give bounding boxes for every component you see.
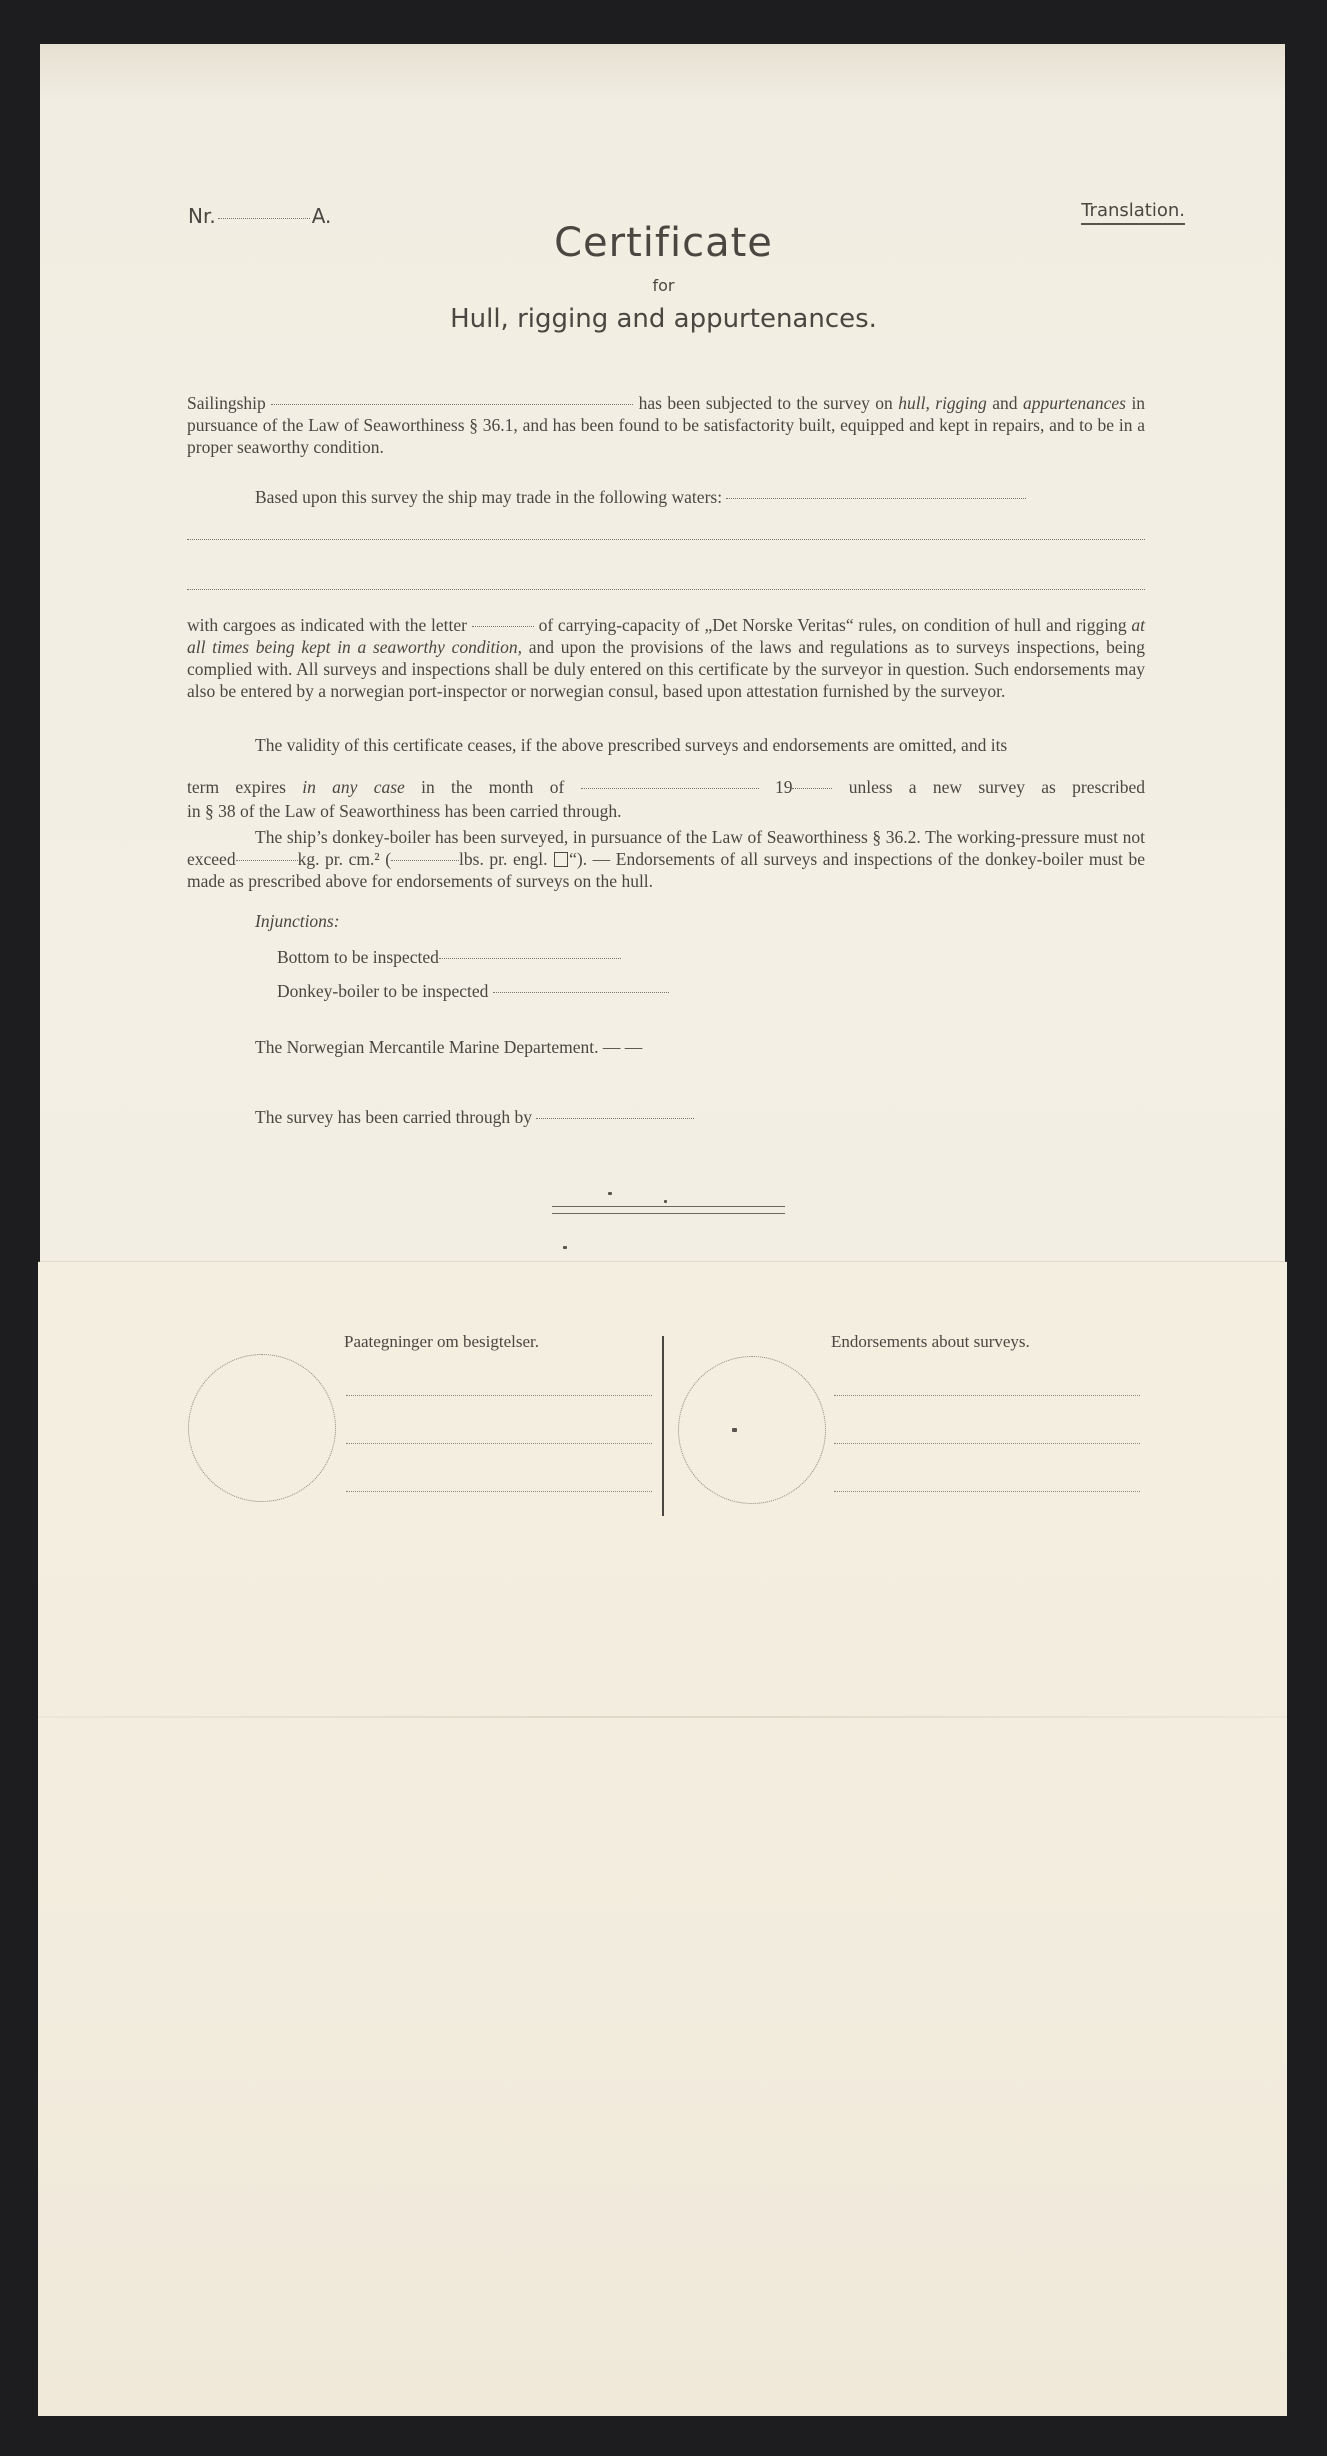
left-endorsement-line-1 <box>346 1394 652 1396</box>
term-expires-text: term expires <box>187 777 286 797</box>
right-endorsement-line-2 <box>834 1442 1140 1444</box>
ship-name-blank <box>271 403 633 405</box>
injunctions-label: Injunctions: <box>255 911 340 931</box>
endorsements-text: “). — Endorsements of all surveys <box>569 849 818 869</box>
waters-blank-line-1 <box>187 538 1145 540</box>
lbs-blank <box>391 859 459 861</box>
signature-rule <box>552 1206 785 1214</box>
lbs-unit-text: lbs. pr. engl. <box>459 849 548 869</box>
validity-text: The validity of this certificate ceases, if the above prescribed surveys and endorsements are omitted, and its <box>255 735 1008 755</box>
pressure-text: working-pressure must not exceed <box>187 827 1145 869</box>
paragraph-term <box>187 776 1145 798</box>
in-any-case-text: in any case <box>302 777 405 797</box>
left-endorsement-line-2 <box>346 1442 652 1444</box>
ink-speck <box>664 1200 667 1203</box>
donkey-label: Donkey-boiler to be inspected <box>277 981 489 1001</box>
paragraph-validity <box>187 734 1145 756</box>
translation-label: Translation. <box>1081 200 1185 225</box>
boiler-inspection-text: and inspections of the donkey-boiler must be made as prescribed above for endorsements of surveys on the hull. <box>187 849 1146 891</box>
department-line <box>255 1036 1213 1058</box>
kg-unit-text: kg. pr. cm.² ( <box>297 849 392 869</box>
paragraph-term-cont <box>187 800 1145 822</box>
and-text: and <box>992 393 1018 413</box>
survey-text: has been subjected to the survey on <box>638 393 893 413</box>
nr-label: Nr. <box>188 204 216 228</box>
endorsement-rules-text: and upon the provisions of the laws and regulations as to surveys inspections, being complied with. All surveys and inspections shall be duly entered on this certificate by the surveyor in question. Such endorsements may also be entered by a norwegian port-inspector or norwegian consul, based upon attestation furnished by the surveyor. <box>187 637 1146 701</box>
donkey-boiler-text: The ship’s donkey-boiler has been surveyed, in pursuance of the Law of Seaworthiness § 36.2. The <box>255 827 953 847</box>
paragraph-hull-survey <box>187 392 1145 458</box>
right-endorsement-line-1 <box>834 1394 1140 1396</box>
year-prefix: 19 <box>774 777 793 797</box>
donkey-blank <box>493 991 669 993</box>
bottom-inspection <box>277 946 1235 968</box>
waters-blank <box>726 497 1026 499</box>
donkey-boiler-inspection <box>277 980 1235 1002</box>
left-endorsement-line-3 <box>346 1490 652 1492</box>
month-blank <box>581 787 759 789</box>
letter-blank <box>472 625 534 627</box>
hull-rigging-text: hull, rigging <box>898 393 987 413</box>
nr-suffix: A. <box>311 204 332 228</box>
paragraph-cargoes <box>187 614 1145 702</box>
kg-blank <box>236 859 298 861</box>
right-endorsement-line-3 <box>834 1490 1140 1492</box>
injunctions-heading <box>255 910 1213 932</box>
year-blank <box>792 787 832 789</box>
trade-waters-text: Based upon this survey the ship may trade in the following waters: <box>255 487 723 507</box>
ink-speck <box>563 1246 567 1249</box>
bottom-blank <box>439 957 621 959</box>
left-endorsement-heading: Paategninger om besigtelser. <box>344 1332 539 1351</box>
paragraph-donkey-boiler <box>187 826 1145 892</box>
nr-blank <box>218 218 310 219</box>
page-title: Certificate <box>554 220 773 266</box>
veritas-text: of carrying-capacity of „Det Norske Veritas“ rules, on condition of hull and rigging <box>538 615 1127 635</box>
month-of-text: in the month of <box>421 777 565 797</box>
surveyor-line <box>255 1106 1213 1128</box>
cargo-letter-text: with cargoes as indicated with the letter <box>187 615 468 635</box>
sailingship-label: Sailingship <box>187 393 266 413</box>
new-survey-text: unless a new survey as prescribed <box>848 777 1146 797</box>
square-inch-icon <box>554 852 568 867</box>
paragraph-trade-waters <box>187 486 1145 508</box>
ink-speck <box>608 1192 612 1195</box>
seaworthy-condition-text: at all times being kept in a seaworthy condition, <box>187 615 1146 657</box>
law-reference-text: in § 38 of the Law of Seaworthiness has been carried through. <box>187 801 622 821</box>
left-stamp-circle <box>188 1354 336 1502</box>
right-endorsement-heading: Endorsements about surveys. <box>831 1332 1030 1351</box>
survey-by-text: The survey has been carried through by <box>255 1107 532 1127</box>
appurtenances-text: appurtenances <box>1022 393 1126 413</box>
bottom-label: Bottom to be inspected <box>277 947 439 967</box>
surveyor-blank <box>536 1117 694 1119</box>
ink-speck <box>732 1428 737 1432</box>
seaworthiness-text: in pursuance of the Law of Seaworthiness § 36.1, and has been found to be satisfactority built, equipped and kept in repairs, and to be in a proper seaworthy condition. <box>187 393 1146 457</box>
right-stamp-circle <box>678 1356 826 1504</box>
department-text: The Norwegian Mercantile Marine Departement. — — <box>255 1037 643 1057</box>
paper-top-shading <box>40 44 1285 104</box>
title-for: for <box>652 276 675 295</box>
endorsement-divider <box>662 1336 664 1516</box>
waters-blank-line-2 <box>187 588 1145 590</box>
fold-crease <box>38 1716 1287 1718</box>
page-subtitle: Hull, rigging and appurtenances. <box>450 304 877 334</box>
